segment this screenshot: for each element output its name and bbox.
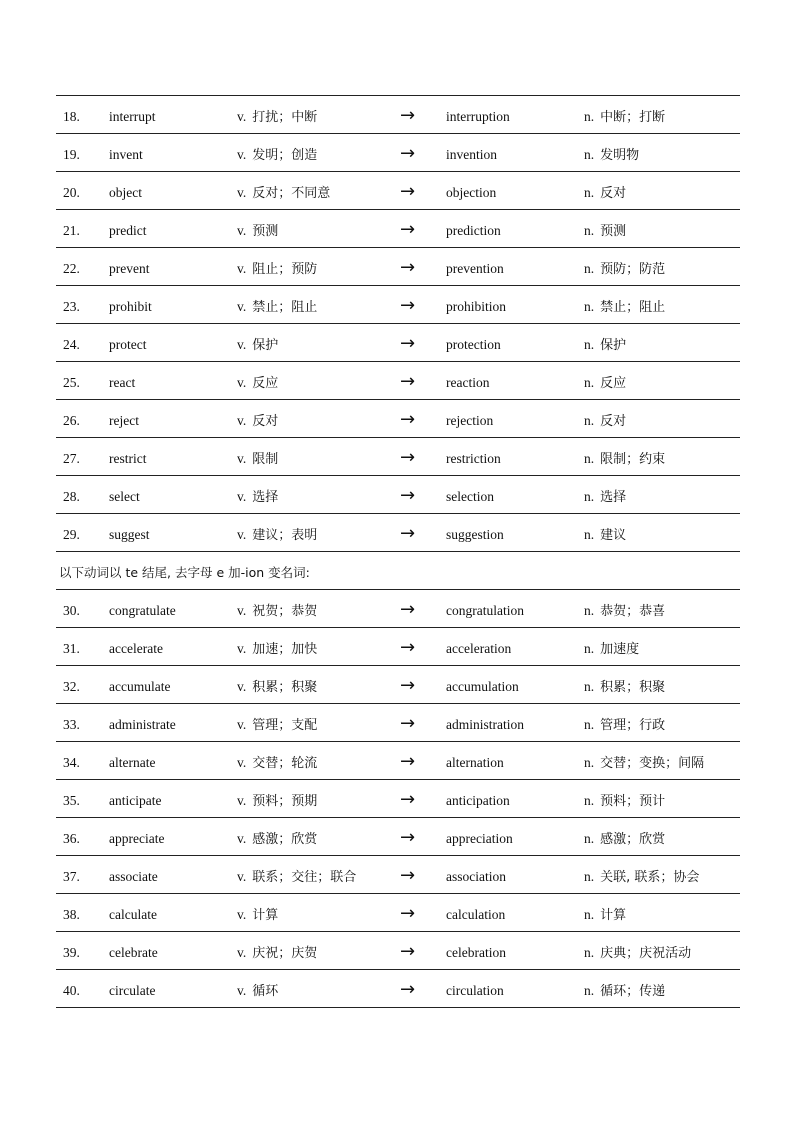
verb-word: calculate xyxy=(109,907,157,922)
arrow-icon: → xyxy=(400,257,416,278)
noun-meaning: 禁止；阻止 xyxy=(600,300,666,315)
verb-pos: v. xyxy=(237,375,247,390)
verb-pos: v. xyxy=(237,717,247,732)
verb-word: suggest xyxy=(109,527,150,542)
noun-word: prevention xyxy=(446,261,504,276)
verb-definition xyxy=(237,666,317,709)
verb-meaning: 计算 xyxy=(252,908,279,923)
entry-number: 28. xyxy=(63,489,80,504)
verb-definition xyxy=(237,514,317,557)
verb-definition xyxy=(237,818,317,861)
arrow-icon: → xyxy=(400,827,416,848)
table-row xyxy=(56,134,740,172)
table-row xyxy=(56,362,740,400)
arrow-icon: → xyxy=(400,219,416,240)
noun-pos: n. xyxy=(584,261,595,276)
verb-meaning: 积累；积聚 xyxy=(252,680,318,695)
entry-number: 30. xyxy=(63,603,80,618)
verb-pos: v. xyxy=(237,223,247,238)
entry-number: 27. xyxy=(63,451,80,466)
verb-pos: v. xyxy=(237,869,247,884)
table-row xyxy=(56,742,740,780)
verb-meaning: 庆祝；庆贺 xyxy=(252,946,318,961)
entry-number: 40. xyxy=(63,983,80,998)
noun-word: appreciation xyxy=(446,831,513,846)
noun-pos: n. xyxy=(584,983,595,998)
noun-definition xyxy=(584,134,639,177)
verb-word: prohibit xyxy=(109,299,152,314)
noun-definition xyxy=(584,590,665,633)
verb-word: prevent xyxy=(109,261,150,276)
noun-definition xyxy=(584,514,626,557)
noun-definition xyxy=(584,704,665,747)
verb-meaning: 保护 xyxy=(252,338,279,353)
noun-word: accumulation xyxy=(446,679,519,694)
verb-definition xyxy=(237,476,278,519)
noun-word: interruption xyxy=(446,109,510,124)
noun-pos: n. xyxy=(584,337,595,352)
noun-meaning: 关联, 联系；协会 xyxy=(600,870,700,885)
verb-meaning: 预料；预期 xyxy=(252,794,318,809)
verb-meaning: 反应 xyxy=(252,376,279,391)
noun-definition xyxy=(584,286,665,329)
noun-word: congratulation xyxy=(446,603,524,618)
noun-meaning: 管理；行政 xyxy=(600,718,666,733)
table-row xyxy=(56,932,740,970)
verb-word: administrate xyxy=(109,717,176,732)
table-row xyxy=(56,96,740,134)
noun-definition xyxy=(584,324,626,367)
noun-word: reaction xyxy=(446,375,490,390)
verb-pos: v. xyxy=(237,451,247,466)
verb-pos: v. xyxy=(237,147,247,162)
table-row xyxy=(56,400,740,438)
verb-word: react xyxy=(109,375,136,390)
verb-definition xyxy=(237,400,278,443)
verb-definition xyxy=(237,970,278,1013)
noun-meaning: 循环；传递 xyxy=(600,984,666,999)
entry-number: 26. xyxy=(63,413,80,428)
arrow-icon: → xyxy=(400,789,416,810)
verb-meaning: 感激；欣赏 xyxy=(252,832,318,847)
noun-word: objection xyxy=(446,185,497,200)
entry-number: 23. xyxy=(63,299,80,314)
arrow-icon: → xyxy=(400,979,416,1000)
noun-definition xyxy=(584,742,704,785)
noun-meaning: 计算 xyxy=(600,908,627,923)
table-row xyxy=(56,210,740,248)
noun-definition xyxy=(584,362,626,405)
entry-number: 18. xyxy=(63,109,80,124)
entry-number: 22. xyxy=(63,261,80,276)
entry-number: 35. xyxy=(63,793,80,808)
verb-meaning: 发明；创造 xyxy=(252,148,318,163)
noun-pos: n. xyxy=(584,641,595,656)
verb-definition xyxy=(237,590,317,633)
verb-word: accumulate xyxy=(109,679,171,694)
verb-word: alternate xyxy=(109,755,156,770)
table-row xyxy=(56,476,740,514)
noun-meaning: 选择 xyxy=(600,490,627,505)
verb-definition xyxy=(237,628,317,671)
entry-number: 21. xyxy=(63,223,80,238)
arrow-icon: → xyxy=(400,523,416,544)
verb-pos: v. xyxy=(237,261,247,276)
verb-pos: v. xyxy=(237,641,247,656)
noun-word: protection xyxy=(446,337,501,352)
noun-pos: n. xyxy=(584,831,595,846)
verb-definition xyxy=(237,742,317,785)
noun-word: alternation xyxy=(446,755,504,770)
noun-pos: n. xyxy=(584,299,595,314)
arrow-icon: → xyxy=(400,599,416,620)
noun-word: restriction xyxy=(446,451,501,466)
entry-number: 25. xyxy=(63,375,80,390)
noun-pos: n. xyxy=(584,489,595,504)
entry-number: 37. xyxy=(63,869,80,884)
arrow-icon: → xyxy=(400,713,416,734)
noun-definition xyxy=(584,780,665,823)
noun-definition xyxy=(584,856,699,899)
noun-pos: n. xyxy=(584,223,595,238)
noun-definition xyxy=(584,970,665,1013)
verb-word: restrict xyxy=(109,451,147,466)
verb-meaning: 反对 xyxy=(252,414,279,429)
table-row xyxy=(56,172,740,210)
noun-meaning: 加速度 xyxy=(600,642,640,657)
verb-pos: v. xyxy=(237,337,247,352)
noun-word: selection xyxy=(446,489,494,504)
noun-word: administration xyxy=(446,717,524,732)
verb-meaning: 祝贺；恭贺 xyxy=(252,604,318,619)
arrow-icon: → xyxy=(400,903,416,924)
noun-pos: n. xyxy=(584,375,595,390)
arrow-icon: → xyxy=(400,751,416,772)
verb-definition xyxy=(237,96,317,139)
noun-pos: n. xyxy=(584,603,595,618)
verb-definition xyxy=(237,780,317,823)
verb-word: interrupt xyxy=(109,109,156,124)
noun-meaning: 保护 xyxy=(600,338,627,353)
noun-pos: n. xyxy=(584,109,595,124)
noun-pos: n. xyxy=(584,185,595,200)
arrow-icon: → xyxy=(400,105,416,126)
arrow-icon: → xyxy=(400,675,416,696)
table-row xyxy=(56,590,740,628)
noun-pos: n. xyxy=(584,679,595,694)
table-row xyxy=(56,248,740,286)
arrow-icon: → xyxy=(400,371,416,392)
verb-meaning: 选择 xyxy=(252,490,279,505)
noun-pos: n. xyxy=(584,907,595,922)
verb-pos: v. xyxy=(237,793,247,808)
verb-word: circulate xyxy=(109,983,156,998)
verb-definition xyxy=(237,856,356,899)
verb-word: predict xyxy=(109,223,147,238)
entry-number: 32. xyxy=(63,679,80,694)
entry-number: 33. xyxy=(63,717,80,732)
noun-pos: n. xyxy=(584,527,595,542)
noun-meaning: 恭贺；恭喜 xyxy=(600,604,666,619)
verb-meaning: 联系；交往；联合 xyxy=(252,870,357,885)
noun-word: association xyxy=(446,869,506,884)
arrow-icon: → xyxy=(400,333,416,354)
verb-definition xyxy=(237,362,278,405)
arrow-icon: → xyxy=(400,295,416,316)
noun-word: calculation xyxy=(446,907,506,922)
entry-number: 36. xyxy=(63,831,80,846)
arrow-icon: → xyxy=(400,181,416,202)
verb-word: associate xyxy=(109,869,158,884)
verb-definition xyxy=(237,932,317,975)
section-heading: 以下动词以 te 结尾, 去字母 e 加-ion 变名词: xyxy=(59,565,310,580)
verb-meaning: 循环 xyxy=(252,984,279,999)
verb-word: select xyxy=(109,489,140,504)
verb-pos: v. xyxy=(237,489,247,504)
verb-definition xyxy=(237,172,330,215)
noun-word: invention xyxy=(446,147,497,162)
noun-definition xyxy=(584,818,665,861)
noun-meaning: 限制；约束 xyxy=(600,452,666,467)
entry-number: 19. xyxy=(63,147,80,162)
table-row xyxy=(56,894,740,932)
noun-definition xyxy=(584,400,626,443)
arrow-icon: → xyxy=(400,409,416,430)
noun-definition xyxy=(584,932,691,975)
verb-meaning: 建议；表明 xyxy=(252,528,318,543)
entry-number: 29. xyxy=(63,527,80,542)
verb-pos: v. xyxy=(237,679,247,694)
noun-meaning: 发明物 xyxy=(600,148,640,163)
entry-number: 20. xyxy=(63,185,80,200)
verb-definition xyxy=(237,894,278,937)
noun-pos: n. xyxy=(584,147,595,162)
noun-pos: n. xyxy=(584,717,595,732)
arrow-icon: → xyxy=(400,485,416,506)
noun-meaning: 积累；积聚 xyxy=(600,680,666,695)
table-row xyxy=(56,628,740,666)
entry-number: 38. xyxy=(63,907,80,922)
noun-word: rejection xyxy=(446,413,494,428)
noun-word: suggestion xyxy=(446,527,504,542)
noun-meaning: 庆典；庆祝活动 xyxy=(600,946,692,961)
noun-pos: n. xyxy=(584,869,595,884)
noun-word: celebration xyxy=(446,945,506,960)
verb-pos: v. xyxy=(237,907,247,922)
verb-pos: v. xyxy=(237,109,247,124)
noun-definition xyxy=(584,894,626,937)
verb-definition xyxy=(237,248,317,291)
verb-meaning: 预测 xyxy=(252,224,279,239)
verb-definition xyxy=(237,134,317,177)
entry-number: 24. xyxy=(63,337,80,352)
noun-word: circulation xyxy=(446,983,504,998)
verb-meaning: 交替；轮流 xyxy=(252,756,318,771)
section-heading-row xyxy=(56,552,740,590)
verb-word: protect xyxy=(109,337,147,352)
noun-word: prediction xyxy=(446,223,501,238)
verb-meaning: 阻止；预防 xyxy=(252,262,318,277)
verb-pos: v. xyxy=(237,527,247,542)
noun-definition xyxy=(584,210,626,253)
verb-word: appreciate xyxy=(109,831,165,846)
noun-meaning: 建议 xyxy=(600,528,627,543)
table-row xyxy=(56,438,740,476)
verb-pos: v. xyxy=(237,603,247,618)
arrow-icon: → xyxy=(400,941,416,962)
arrow-icon: → xyxy=(400,637,416,658)
arrow-icon: → xyxy=(400,865,416,886)
verb-word: celebrate xyxy=(109,945,158,960)
verb-pos: v. xyxy=(237,185,247,200)
verb-definition xyxy=(237,438,278,481)
table-row xyxy=(56,666,740,704)
verb-word: accelerate xyxy=(109,641,163,656)
noun-pos: n. xyxy=(584,945,595,960)
entry-number: 31. xyxy=(63,641,80,656)
verb-definition xyxy=(237,286,317,329)
verb-word: anticipate xyxy=(109,793,162,808)
entry-number: 39. xyxy=(63,945,80,960)
verb-definition xyxy=(237,704,317,747)
verb-pos: v. xyxy=(237,983,247,998)
table-row xyxy=(56,780,740,818)
noun-meaning: 预料；预计 xyxy=(600,794,666,809)
verb-meaning: 反对；不同意 xyxy=(252,186,331,201)
verb-meaning: 管理；支配 xyxy=(252,718,318,733)
table-row xyxy=(56,286,740,324)
verb-meaning: 限制 xyxy=(252,452,279,467)
verb-definition xyxy=(237,210,278,253)
verb-meaning: 禁止；阻止 xyxy=(252,300,318,315)
noun-meaning: 反对 xyxy=(600,186,627,201)
verb-meaning: 加速；加快 xyxy=(252,642,318,657)
noun-word: acceleration xyxy=(446,641,512,656)
noun-definition xyxy=(584,438,665,481)
verb-definition xyxy=(237,324,278,367)
noun-meaning: 预测 xyxy=(600,224,627,239)
table-row xyxy=(56,970,740,1008)
arrow-icon: → xyxy=(400,143,416,164)
verb-word: invent xyxy=(109,147,143,162)
arrow-icon: → xyxy=(400,447,416,468)
verb-word: object xyxy=(109,185,142,200)
noun-pos: n. xyxy=(584,451,595,466)
table-row xyxy=(56,324,740,362)
verb-pos: v. xyxy=(237,299,247,314)
table-row xyxy=(56,704,740,742)
verb-word: reject xyxy=(109,413,139,428)
verb-pos: v. xyxy=(237,945,247,960)
table-row xyxy=(56,818,740,856)
noun-pos: n. xyxy=(584,793,595,808)
noun-meaning: 中断；打断 xyxy=(600,110,666,125)
noun-definition xyxy=(584,628,639,671)
vocabulary-table xyxy=(56,95,740,1008)
noun-definition xyxy=(584,666,665,709)
noun-definition xyxy=(584,96,665,139)
verb-pos: v. xyxy=(237,831,247,846)
noun-meaning: 预防；防范 xyxy=(600,262,666,277)
noun-word: prohibition xyxy=(446,299,506,314)
noun-word: anticipation xyxy=(446,793,510,808)
noun-meaning: 反对 xyxy=(600,414,627,429)
table-row xyxy=(56,856,740,894)
noun-definition xyxy=(584,248,665,291)
table-row xyxy=(56,514,740,552)
noun-definition xyxy=(584,172,626,215)
noun-pos: n. xyxy=(584,413,595,428)
verb-meaning: 打扰；中断 xyxy=(252,110,318,125)
verb-word: congratulate xyxy=(109,603,176,618)
noun-pos: n. xyxy=(584,755,595,770)
noun-definition xyxy=(584,476,626,519)
verb-pos: v. xyxy=(237,755,247,770)
entry-number: 34. xyxy=(63,755,80,770)
noun-meaning: 感激；欣赏 xyxy=(600,832,666,847)
noun-meaning: 反应 xyxy=(600,376,627,391)
verb-pos: v. xyxy=(237,413,247,428)
noun-meaning: 交替；变换；间隔 xyxy=(600,756,705,771)
